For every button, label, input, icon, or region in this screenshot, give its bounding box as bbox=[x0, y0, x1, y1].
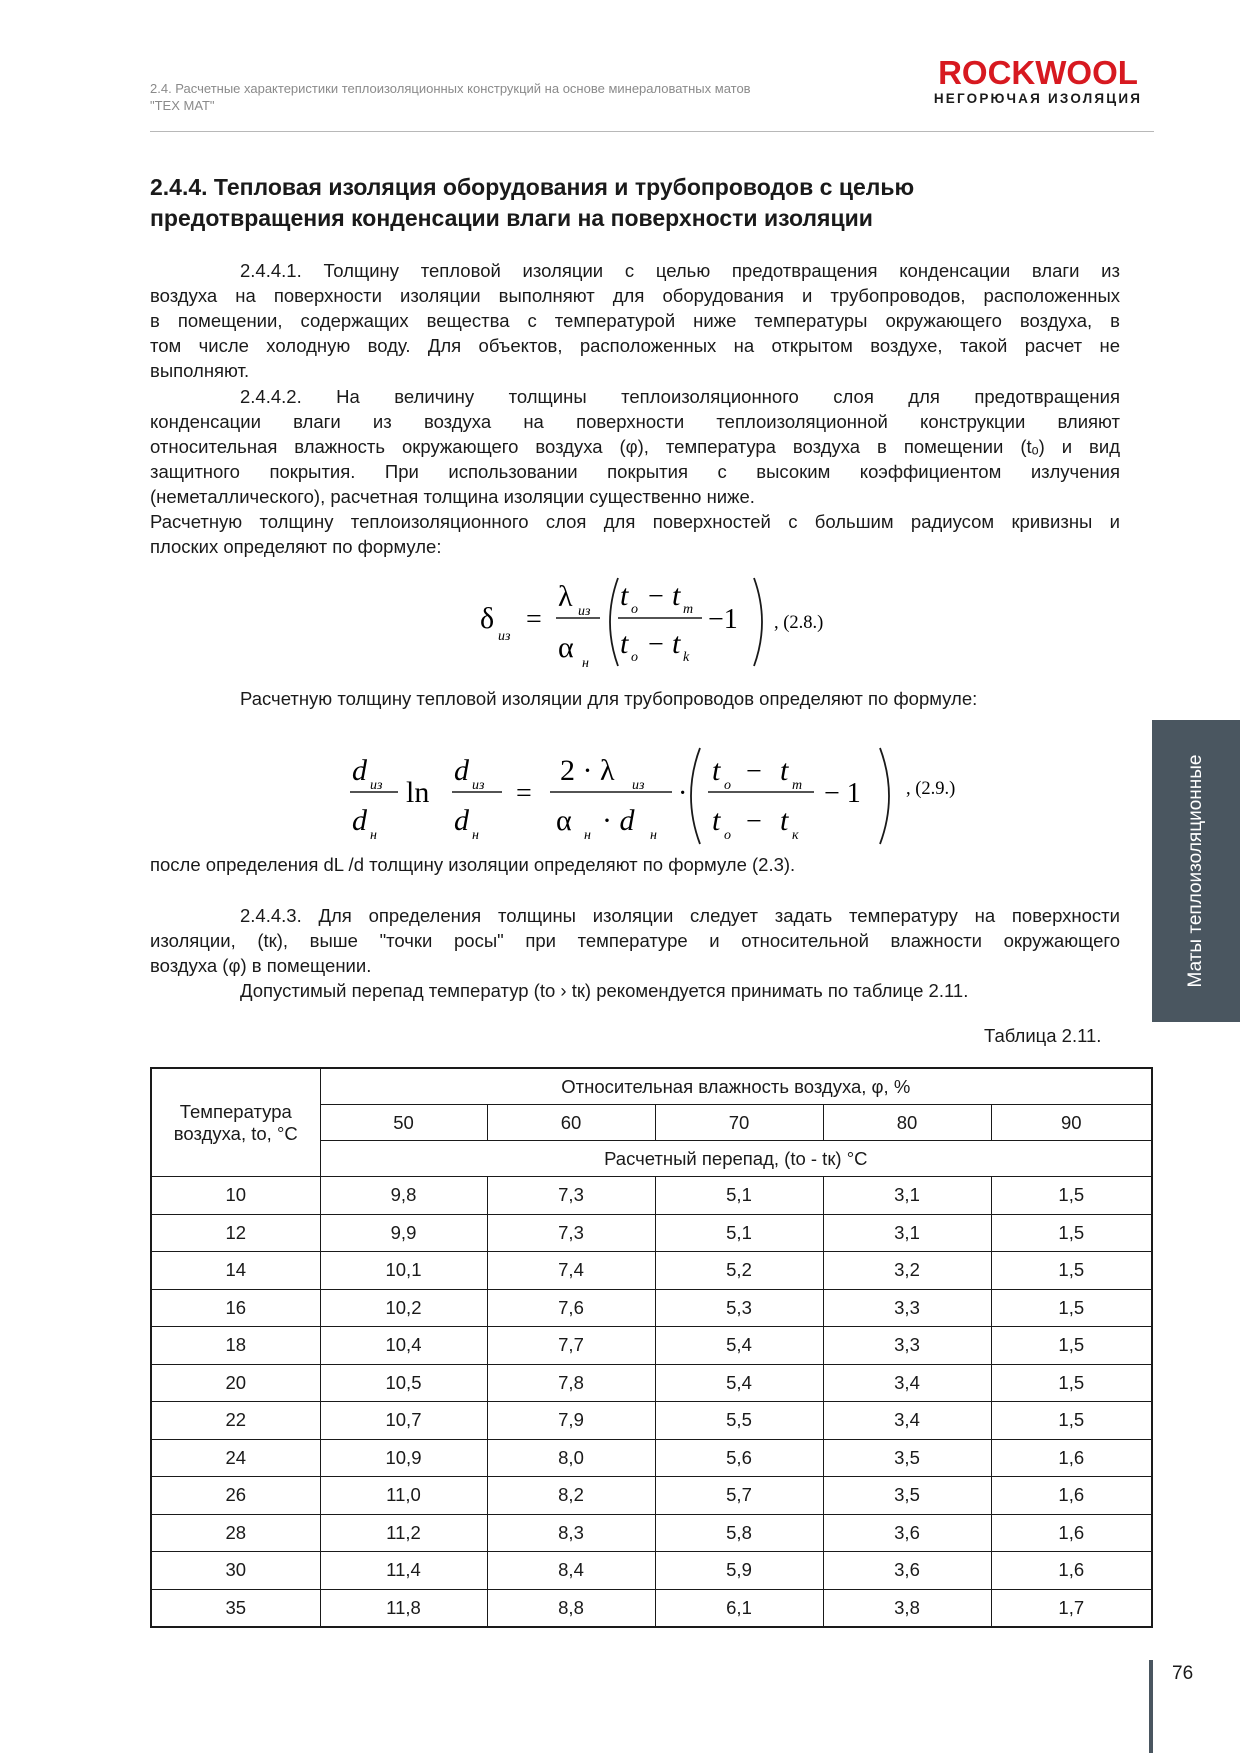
row-header-cell bbox=[151, 1068, 320, 1177]
table-row bbox=[151, 1514, 1152, 1552]
value-cell: 1,5 bbox=[991, 1252, 1152, 1290]
value-cell: 7,8 bbox=[487, 1364, 655, 1402]
svg-text:t: t bbox=[620, 579, 629, 612]
value-cell: 1,6 bbox=[991, 1439, 1152, 1477]
dew-point-table bbox=[150, 1067, 1153, 1628]
svg-text:о: о bbox=[724, 778, 731, 793]
value-cell: 3,2 bbox=[823, 1252, 991, 1290]
text-line: выполняют. bbox=[150, 360, 250, 381]
svg-text:t: t bbox=[780, 754, 789, 787]
svg-text:о: о bbox=[631, 650, 638, 665]
svg-text:из: из bbox=[632, 778, 645, 793]
row-header-line1: Температура bbox=[179, 1100, 292, 1122]
value-cell: 5,1 bbox=[655, 1177, 823, 1215]
text-line: воздуха на поверхности изоляции выполняют для оборудования и трубопроводов, расположенных bbox=[150, 285, 1120, 306]
svg-text:t: t bbox=[712, 804, 721, 837]
table-row bbox=[151, 1552, 1152, 1590]
table-row bbox=[151, 1402, 1152, 1440]
value-cell: 1,5 bbox=[991, 1327, 1152, 1365]
paragraph-2-4-4-1 bbox=[150, 258, 1120, 383]
temperature-cell: 22 bbox=[151, 1402, 320, 1440]
temperature-cell: 28 bbox=[151, 1514, 320, 1552]
svg-text:m: m bbox=[792, 778, 803, 793]
value-cell: 9,8 bbox=[320, 1177, 487, 1215]
text-line: Расчетную толщину теплоизоляционного слоя для поверхностей с большим радиусом кривизны и bbox=[150, 511, 1120, 532]
value-cell: 10,5 bbox=[320, 1364, 487, 1402]
value-cell: 10,2 bbox=[320, 1289, 487, 1327]
svg-text:о: о bbox=[724, 828, 731, 843]
row-header-line2: воздуха, tо, °С bbox=[173, 1122, 298, 1144]
section-side-tab bbox=[1152, 720, 1240, 1022]
table-row bbox=[151, 1439, 1152, 1477]
table-row bbox=[151, 1589, 1152, 1627]
svg-text:t: t bbox=[672, 579, 681, 612]
value-cell: 8,4 bbox=[487, 1552, 655, 1590]
text-line: защитного покрытия. При использовании покрытия с высоким коэффициентом излучения bbox=[150, 461, 1120, 482]
text-line: (неметаллического), расчетная толщина изоляции существенно ниже. bbox=[150, 486, 755, 507]
value-cell: 3,4 bbox=[823, 1402, 991, 1440]
paragraph-2-4-4-3 bbox=[150, 903, 1120, 978]
table-row bbox=[151, 1477, 1152, 1515]
value-cell: 1,6 bbox=[991, 1477, 1152, 1515]
value-cell: 7,3 bbox=[487, 1177, 655, 1215]
formula-2-8 bbox=[470, 570, 870, 685]
value-cell: 1,7 bbox=[991, 1589, 1152, 1627]
humidity-group-header: Относительная влажность воздуха, φ, % bbox=[320, 1068, 1152, 1105]
formula-2-8-label: , (2.8.) bbox=[774, 613, 824, 633]
header-divider bbox=[150, 131, 1154, 132]
value-cell: 10,9 bbox=[320, 1439, 487, 1477]
value-cell: 1,5 bbox=[991, 1289, 1152, 1327]
svg-text:−: − bbox=[648, 581, 664, 612]
temperature-cell: 30 bbox=[151, 1552, 320, 1590]
svg-text:н: н bbox=[584, 828, 591, 843]
table-header-row bbox=[151, 1068, 1152, 1105]
value-cell: 5,6 bbox=[655, 1439, 823, 1477]
value-cell: 9,9 bbox=[320, 1214, 487, 1252]
text-line: конденсации влаги из воздуха на поверхности теплоизоляционной конструкции влияют bbox=[150, 411, 1120, 432]
svg-text:из: из bbox=[472, 778, 485, 793]
temperature-cell: 14 bbox=[151, 1252, 320, 1290]
value-cell: 3,4 bbox=[823, 1364, 991, 1402]
table-row bbox=[151, 1177, 1152, 1215]
column-header: 60 bbox=[487, 1105, 655, 1141]
value-cell: 3,6 bbox=[823, 1514, 991, 1552]
svg-text:ln: ln bbox=[406, 776, 430, 809]
value-cell: 1,6 bbox=[991, 1552, 1152, 1590]
svg-text:δ: δ bbox=[480, 602, 495, 635]
value-cell: 1,5 bbox=[991, 1402, 1152, 1440]
table-row bbox=[151, 1289, 1152, 1327]
value-cell: 5,2 bbox=[655, 1252, 823, 1290]
value-cell: 7,4 bbox=[487, 1252, 655, 1290]
temperature-cell: 26 bbox=[151, 1477, 320, 1515]
svg-text:d: d bbox=[454, 754, 469, 787]
running-header bbox=[150, 80, 910, 114]
side-tab-label: Маты теплоизоляционные bbox=[1185, 754, 1206, 988]
value-cell: 7,6 bbox=[487, 1289, 655, 1327]
svg-text:н: н bbox=[472, 828, 479, 843]
value-cell: 6,1 bbox=[655, 1589, 823, 1627]
svg-text:t: t bbox=[780, 804, 789, 837]
column-header: 70 bbox=[655, 1105, 823, 1141]
paragraph-formula-intro bbox=[150, 509, 1120, 559]
temperature-cell: 35 bbox=[151, 1589, 320, 1627]
temperature-cell: 12 bbox=[151, 1214, 320, 1252]
logo-tagline: НЕГОРЮЧАЯ ИЗОЛЯЦИЯ bbox=[933, 91, 1143, 106]
svg-text:2 · λ: 2 · λ bbox=[560, 754, 615, 787]
value-cell: 5,5 bbox=[655, 1402, 823, 1440]
value-cell: 7,3 bbox=[487, 1214, 655, 1252]
value-cell: 1,6 bbox=[991, 1514, 1152, 1552]
logo-wordmark: ROCKWOOL bbox=[938, 54, 1138, 91]
svg-text:−: − bbox=[746, 756, 762, 787]
rockwool-logo bbox=[922, 54, 1154, 106]
table-row bbox=[151, 1327, 1152, 1365]
value-cell: 5,1 bbox=[655, 1214, 823, 1252]
svg-text:α: α bbox=[558, 631, 574, 664]
table-caption: Таблица 2.11. bbox=[984, 1025, 1102, 1046]
svg-text:из: из bbox=[498, 629, 511, 644]
temperature-cell: 20 bbox=[151, 1364, 320, 1402]
page-number: 76 bbox=[1172, 1663, 1194, 1684]
svg-text:α: α bbox=[556, 804, 572, 837]
value-cell: 5,3 bbox=[655, 1289, 823, 1327]
value-cell: 3,5 bbox=[823, 1477, 991, 1515]
text-line: 2.4.4.2. На величину толщины теплоизоляционного слоя для предотвращения bbox=[240, 386, 1120, 407]
column-header: 90 bbox=[991, 1105, 1152, 1141]
value-cell: 5,4 bbox=[655, 1364, 823, 1402]
svg-text:m: m bbox=[683, 602, 694, 617]
value-cell: 3,1 bbox=[823, 1177, 991, 1215]
text-line: воздуха (φ) в помещении. bbox=[150, 955, 372, 976]
paragraph-pipe-formula-intro: Расчетную толщину тепловой изоляции для трубопроводов определяют по формуле: bbox=[240, 688, 978, 709]
page-number-bar bbox=[1149, 1660, 1153, 1753]
paragraph-2-4-4-2 bbox=[150, 384, 1120, 509]
svg-text:н: н bbox=[650, 828, 657, 843]
value-cell: 11,4 bbox=[320, 1552, 487, 1590]
value-cell: 1,5 bbox=[991, 1214, 1152, 1252]
text-line: том числе холодную воду. Для объектов, расположенных на открытом воздухе, такой расчет не bbox=[150, 335, 1120, 356]
svg-text:t: t bbox=[672, 627, 681, 660]
formula-2-9 bbox=[340, 740, 960, 855]
text-line: относительная влажность окружающего воздуха (φ), температура воздуха в помещении (tₒ) и вид bbox=[150, 436, 1120, 457]
value-cell: 3,5 bbox=[823, 1439, 991, 1477]
table-row bbox=[151, 1364, 1152, 1402]
value-cell: 3,3 bbox=[823, 1289, 991, 1327]
text-line: 2.4.4.3. Для определения толщины изоляции следует задать температуру на поверхности bbox=[240, 905, 1120, 926]
svg-text:d: d bbox=[352, 754, 367, 787]
temperature-cell: 16 bbox=[151, 1289, 320, 1327]
value-cell: 10,7 bbox=[320, 1402, 487, 1440]
value-cell: 5,9 bbox=[655, 1552, 823, 1590]
svg-text:н: н bbox=[582, 656, 589, 671]
value-cell: 8,3 bbox=[487, 1514, 655, 1552]
value-cell: 11,2 bbox=[320, 1514, 487, 1552]
value-cell: 1,5 bbox=[991, 1177, 1152, 1215]
value-cell: 5,8 bbox=[655, 1514, 823, 1552]
svg-text:λ: λ bbox=[558, 580, 573, 613]
svg-text:· d: · d bbox=[602, 804, 635, 837]
temperature-difference-header: Расчетный перепад, (tо - tк) °С bbox=[320, 1141, 1152, 1177]
column-header: 80 bbox=[823, 1105, 991, 1141]
value-cell: 8,2 bbox=[487, 1477, 655, 1515]
svg-text:·: · bbox=[678, 778, 688, 809]
text-line: плоских определяют по формуле: bbox=[150, 536, 442, 557]
value-cell: 3,6 bbox=[823, 1552, 991, 1590]
svg-text:d: d bbox=[454, 804, 469, 837]
temperature-cell: 10 bbox=[151, 1177, 320, 1215]
value-cell: 10,1 bbox=[320, 1252, 487, 1290]
svg-text:к: к bbox=[792, 828, 799, 843]
value-cell: 3,8 bbox=[823, 1589, 991, 1627]
value-cell: 1,5 bbox=[991, 1364, 1152, 1402]
table-row bbox=[151, 1214, 1152, 1252]
svg-text:t: t bbox=[620, 627, 629, 660]
column-header: 50 bbox=[320, 1105, 487, 1141]
svg-text:из: из bbox=[578, 604, 591, 619]
temperature-cell: 18 bbox=[151, 1327, 320, 1365]
svg-text:н: н bbox=[370, 828, 377, 843]
value-cell: 3,1 bbox=[823, 1214, 991, 1252]
value-cell: 10,4 bbox=[320, 1327, 487, 1365]
value-cell: 5,7 bbox=[655, 1477, 823, 1515]
running-title-line1: 2.4. Расчетные характеристики теплоизоляционных конструкций на основе минераловатных матов bbox=[150, 81, 751, 96]
section-title-line2: предотвращения конденсации влаги на поверхности изоляции bbox=[150, 205, 873, 231]
value-cell: 3,3 bbox=[823, 1327, 991, 1365]
value-cell: 11,8 bbox=[320, 1589, 487, 1627]
svg-text:− 1: − 1 bbox=[824, 778, 861, 809]
svg-text:о: о bbox=[631, 602, 638, 617]
value-cell: 11,0 bbox=[320, 1477, 487, 1515]
svg-text:=: = bbox=[516, 778, 532, 809]
temperature-cell: 24 bbox=[151, 1439, 320, 1477]
section-title bbox=[150, 172, 1150, 234]
running-title-line2: "ТЕХ МАТ" bbox=[150, 98, 215, 113]
svg-text:k: k bbox=[683, 650, 690, 665]
section-title-line1: 2.4.4. Тепловая изоляция оборудования и трубопроводов с целью bbox=[150, 174, 915, 200]
value-cell: 8,0 bbox=[487, 1439, 655, 1477]
formula-2-9-label: , (2.9.) bbox=[906, 779, 956, 799]
svg-text:−1: −1 bbox=[708, 604, 738, 635]
table-row bbox=[151, 1252, 1152, 1290]
value-cell: 5,4 bbox=[655, 1327, 823, 1365]
svg-text:t: t bbox=[712, 754, 721, 787]
text-line: в помещении, содержащих вещества с температурой ниже температуры окружающего воздуха, в bbox=[150, 310, 1120, 331]
paragraph-after-formula: после определения dL /d толщину изоляции определяют по формуле (2.3). bbox=[150, 854, 796, 875]
svg-text:d: d bbox=[352, 804, 367, 837]
svg-text:=: = bbox=[526, 604, 542, 635]
value-cell: 7,7 bbox=[487, 1327, 655, 1365]
svg-text:−: − bbox=[648, 629, 664, 660]
svg-text:из: из bbox=[370, 778, 383, 793]
value-cell: 8,8 bbox=[487, 1589, 655, 1627]
svg-text:−: − bbox=[746, 806, 762, 837]
value-cell: 7,9 bbox=[487, 1402, 655, 1440]
paragraph-table-reference: Допустимый перепад температур (tо › tк) рекомендуется принимать по таблице 2.11. bbox=[240, 980, 969, 1001]
text-line: 2.4.4.1. Толщину тепловой изоляции с целью предотвращения конденсации влаги из bbox=[240, 260, 1120, 281]
text-line: изоляции, (tк), выше "точки росы" при температуре и относительной влажности окружающего bbox=[150, 930, 1120, 951]
